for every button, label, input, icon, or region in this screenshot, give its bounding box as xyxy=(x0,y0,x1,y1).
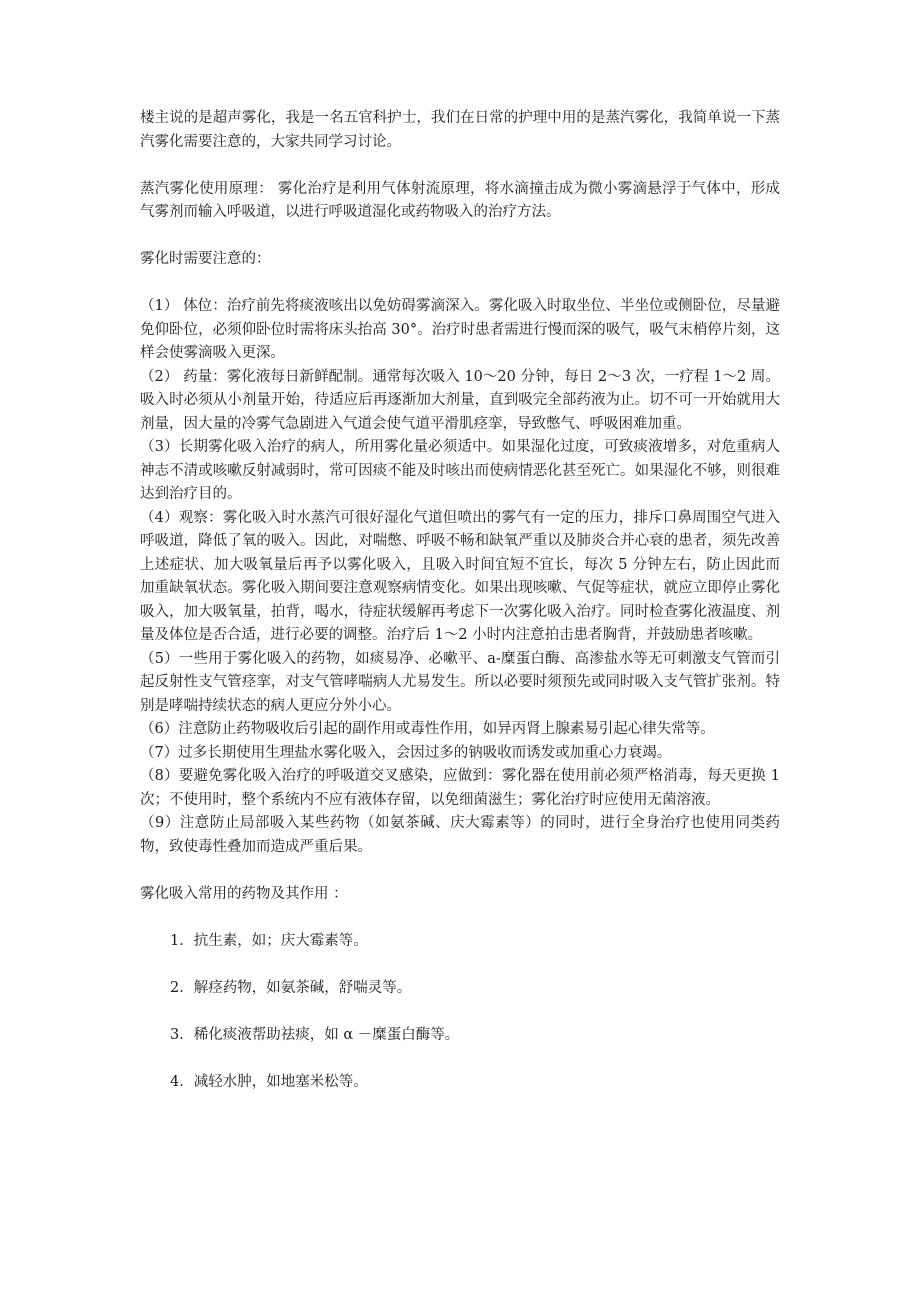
document-body xyxy=(140,107,780,1094)
precaution-item-3: （3）长期雾化吸入治疗的病人，所用雾化量必须适中。如果湿化过度，可致痰液增多，对危重病人神志不清或咳嗽反射减弱时，常可因痰不能及时咳出而使病情恶化甚至死亡。如果湿化不够，则很难达到治疗目的。 xyxy=(140,439,780,502)
precaution-item-4: （4）观察：雾化吸入时水蒸汽可很好湿化气道但喷出的雾气有一定的压力，排斥口鼻周围空气进入呼吸道，降低了氧的吸入。因此，对喘憋、呼吸不畅和缺氧严重以及肺炎合并心衰的患者，须先改善上述症状、加大吸氧量后再予以雾化吸入，且吸入时间宜短不宜长，每次 5 分钟左右，防止因此而加重缺氧状态。雾化吸入期间要注意观察病情变化。如果出现咳嗽、气促等症状，就应立即停止雾化吸入，加大吸氧量，拍背，喝水，待症状缓解再考虑下一次雾化吸入治疗。同时检查雾化液温度、剂量及体位是否合适，进行必要的调整。治疗后 1～2 小时内注意拍击患者胸背，并鼓励患者咳嗽。 xyxy=(140,509,780,643)
precautions-heading: 雾化时需要注意的： xyxy=(140,251,271,267)
drug-item-1: 1．抗生素，如；庆大霉素等。 xyxy=(170,932,368,949)
paragraph-gap xyxy=(140,859,780,883)
intro-paragraph: 楼主说的是超声雾化，我是一名五官科护士，我们在日常的护理中用的是蒸汽雾化，我简单说一下蒸汽雾化需要注意的，大家共同学习讨论。 xyxy=(140,110,780,150)
paragraph-gap xyxy=(140,225,780,249)
precaution-item-2: （2） 药量：雾化液每日新鲜配制。通常每次吸入 10～20 分钟，每日 2～3 次，一疗程 1～2 周。吸入时必须从小剂量开始，待适应后再逐渐加大剂量，直到吸完全部药液为止。切不可一开始就用大剂量，因大量的冷雾气急剧进入气道会使气道平滑肌痉挛，导致憋气、呼吸困难加重。 xyxy=(140,368,780,432)
precaution-item-7: （7）过多长期使用生理盐水雾化吸入，会因过多的钠吸收而诱发或加重心力衰竭。 xyxy=(140,744,672,761)
drug-item-4: 4．减轻水肿，如地塞米松等。 xyxy=(170,1073,368,1090)
drug-item-2: 2．解痉药物，如氨茶碱，舒喘灵等。 xyxy=(170,979,412,996)
principle-paragraph: 蒸汽雾化使用原理： 雾化治疗是利用气体射流原理，将水滴撞击成为微小雾滴悬浮于气体中，形成气雾剂而输入呼吸道，以进行呼吸道湿化或药物吸入的治疗方法。 xyxy=(140,180,780,220)
precaution-item-8: （8）要避免雾化吸入治疗的呼吸道交叉感染，应做到：雾化器在使用前必须严格消毒，每天更换 1 次；不使用时，整个系统内不应有液体存留，以免细菌滋生；雾化治疗时应使用无菌溶液。 xyxy=(140,768,780,808)
paragraph-gap xyxy=(140,272,780,296)
paragraph-gap xyxy=(140,906,780,930)
paragraph-gap xyxy=(140,953,780,977)
precaution-item-1: （1） 体位：治疗前先将痰液咳出以免妨碍雾滴深入。雾化吸入时取坐位、半坐位或侧卧位，尽量避免仰卧位，必须仰卧位时需将床头抬高 30°。治疗时患者需进行慢而深的吸气，吸气末梢停片刻，这样会使雾滴吸入更深。 xyxy=(140,298,780,361)
paragraph-gap xyxy=(140,1000,780,1024)
drug-item-3: 3．稀化痰液帮助祛痰，如 α －糜蛋白酶等。 xyxy=(170,1026,460,1043)
precaution-item-6: （6）注意防止药物吸收后引起的副作用或毒性作用，如异丙肾上腺素易引起心律失常等。 xyxy=(140,721,715,737)
precaution-item-5: （5）一些用于雾化吸入的药物，如痰易净、必嗽平、a-糜蛋白酶、高渗盐水等无可刺激支气管而引起反射性支气管痉挛，对支气管哮喘病人尤易发生。所以必要时须预先或同时吸入支气管扩张剂。特别是哮喘持续状态的病人更应分外小心。 xyxy=(140,650,780,714)
precaution-item-9: （9）注意防止局部吸入某些药物（如氨茶碱、庆大霉素等）的同时，进行全身治疗也使用同类药物，致使毒性叠加而造成严重后果。 xyxy=(140,815,780,855)
paragraph-gap xyxy=(140,154,780,178)
drugs-heading: 雾化吸入常用的药物及其作用 ： xyxy=(140,885,348,902)
paragraph-gap xyxy=(140,1047,780,1071)
